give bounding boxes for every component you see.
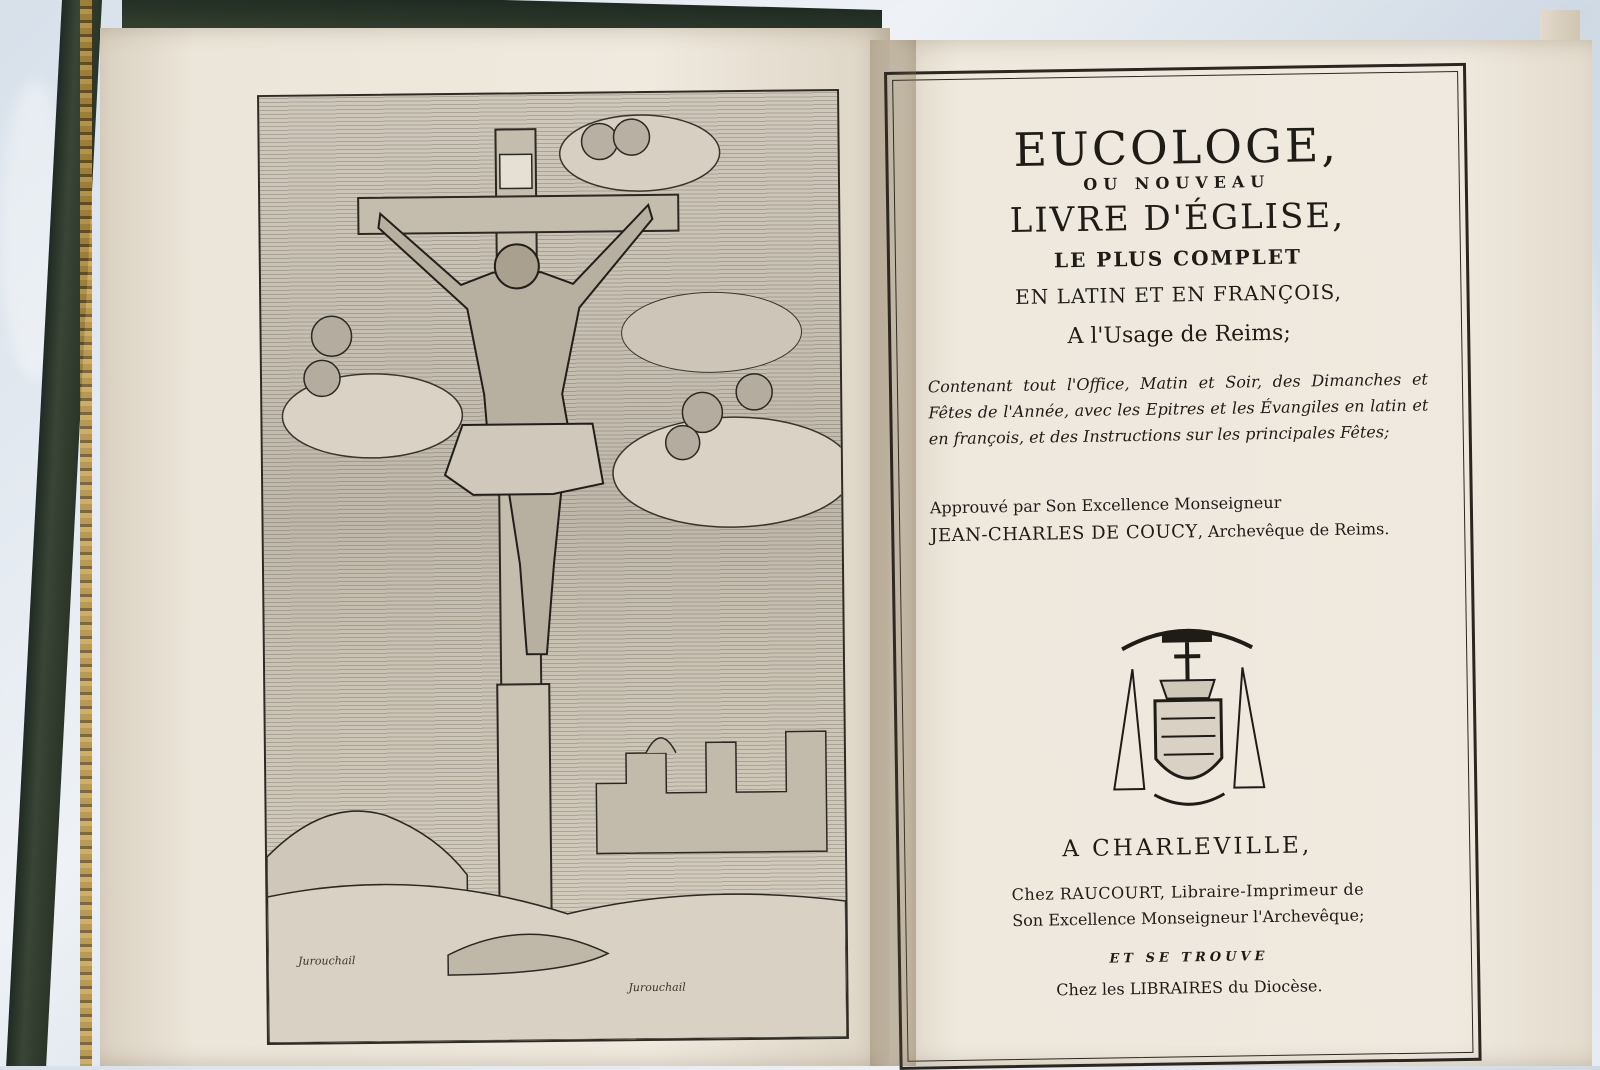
cross-staff-icon <box>1187 642 1188 680</box>
subtitle-small: OU NOUVEAU <box>889 169 1465 197</box>
line-latin-francois: EN LATIN ET EN FRANÇOIS, <box>890 278 1466 311</box>
dome-shape <box>646 738 676 753</box>
figure-head <box>495 244 539 288</box>
archbishop-name: JEAN-CHARLES DE COUCY <box>930 521 1198 546</box>
sellers-line: Chez les LIBRAIRES du Diocèse. <box>901 974 1477 1002</box>
inri-plaque <box>500 154 532 188</box>
subtitle-main: LIVRE D'ÉGLISE, <box>889 194 1466 243</box>
tassels-left-icon <box>1112 669 1144 789</box>
gilt-border <box>80 0 92 1066</box>
title-page-frame <box>884 63 1482 1070</box>
cherub-icon <box>581 123 617 159</box>
place-of-printing: A CHARLEVILLE, <box>899 830 1475 865</box>
city-buildings <box>596 731 827 853</box>
archbishop-title: , Archevêque de Reims. <box>1198 519 1390 541</box>
cherub-icon <box>613 119 649 155</box>
shield-stripe <box>1161 736 1215 737</box>
cloud-shape <box>621 291 802 373</box>
laurel-wreath-icon <box>1154 794 1224 805</box>
book-title: EUCOLOGE, <box>888 116 1465 179</box>
engraving-illustration <box>259 91 847 1043</box>
cherub-icon <box>304 360 340 396</box>
cherub-icon <box>736 374 772 410</box>
coat-of-arms-icon <box>1102 617 1275 820</box>
book-gutter <box>870 40 916 1066</box>
contents-description: Contenant tout l'Office, Matin et Soir, des Dimanches et Fêtes de l'Année, avec les Epitres et les Évangiles en latin et en françois, et des Instructions sur les principales Fêtes; <box>928 366 1429 452</box>
engraver-signature-right: Jurouchail <box>628 981 685 995</box>
engraver-signature-left: Jurouchail <box>298 954 355 968</box>
printer-line-2: Son Excellence Monseigneur l'Archevêque; <box>900 904 1476 932</box>
line-usage-reims: A l'Usage de Reims; <box>891 318 1467 352</box>
hat-brim <box>1162 632 1212 643</box>
crown-icon <box>1161 680 1215 699</box>
cherub-icon <box>311 316 351 356</box>
approval-intro: Approuvé par Son Excellence Monseigneur <box>930 493 1282 518</box>
line-plus-complet: LE PLUS COMPLET <box>890 242 1466 275</box>
shield-icon <box>1155 700 1222 779</box>
loincloth <box>445 423 604 495</box>
crucifixion-engraving <box>257 89 849 1045</box>
hill-shape <box>267 810 468 897</box>
shield-stripe <box>1164 754 1214 755</box>
cloud-shape <box>612 416 846 529</box>
approval-block <box>930 486 1437 550</box>
also-found-line: ET SE TROUVE <box>901 946 1477 970</box>
printer-line: Chez RAUCOURT, Libraire-Imprimeur de <box>900 878 1476 906</box>
shield-stripe <box>1161 718 1215 719</box>
tassels-right-icon <box>1232 667 1264 787</box>
cherub-icon <box>666 425 700 459</box>
